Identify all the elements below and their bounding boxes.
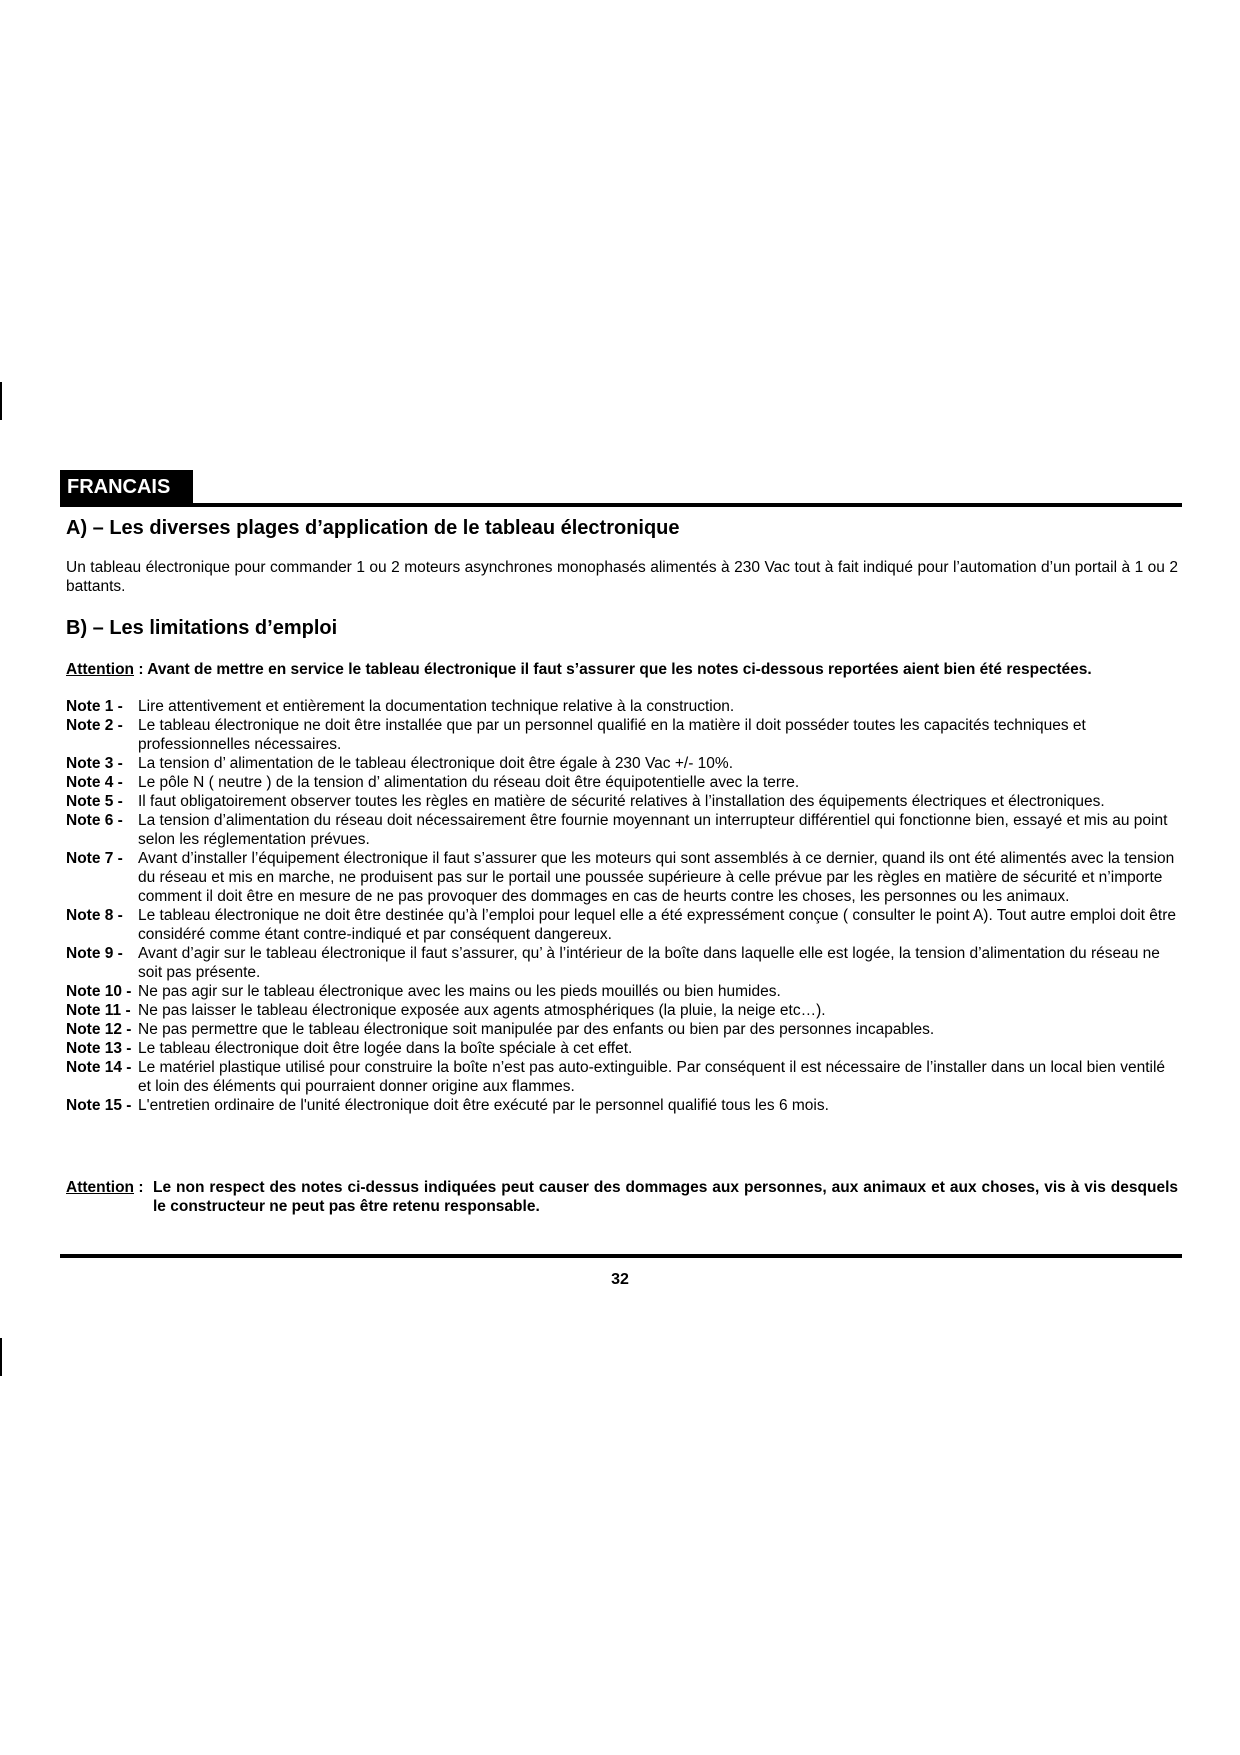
note-label: Note 15 - [66, 1097, 132, 1114]
note-label: Note 6 - [66, 812, 123, 829]
note-text: Ne pas agir sur le tableau électronique avec les mains ou les pieds mouillés ou bien humides. [138, 983, 781, 1000]
final-attention-label: Attention [66, 1179, 135, 1196]
note-label: Note 12 - [66, 1021, 132, 1038]
note-label: Note 1 - [66, 698, 123, 715]
note-text: Il faut obligatoirement observer toutes les règles en matière de sécurité relatives à l’installation des équipements électriques et électroniques. [138, 793, 1105, 810]
note-item [66, 1058, 1178, 1096]
note-item [66, 1001, 1178, 1020]
note-item [66, 906, 1178, 944]
note-text: Le tableau électronique doit être logée dans la boîte spéciale à cet effet. [138, 1040, 633, 1057]
note-item [66, 849, 1178, 906]
note-text: Le tableau électronique ne doit être installée que par un personnel qualifié en la matière il doit posséder toutes les capacités techniques et professionnelles nécessaires. [138, 717, 1086, 753]
note-item [66, 716, 1178, 754]
note-text: Avant d’agir sur le tableau électronique il faut s’assurer, qu’ à l’intérieur de la boîte dans laquelle elle est logée, la tension d’alimentation du réseau ne soit pas présente. [138, 945, 1160, 981]
final-attention-notice [66, 1178, 1178, 1216]
margin-mark-bottom [0, 1338, 2, 1376]
note-text: Le matériel plastique utilisé pour construire la boîte n’est pas auto-extinguible. Par conséquent il est nécessaire de l’installer dans un local bien ventilé et loin des éléments qui pourraient donner origine aux flammes. [138, 1059, 1166, 1095]
note-item [66, 754, 1178, 773]
note-item [66, 773, 1178, 792]
note-text: L'entretien ordinaire de l'unité électronique doit être exécuté par le personnel qualifié tous les 6 mois. [138, 1097, 829, 1114]
note-label: Note 8 - [66, 907, 123, 924]
note-text: Le pôle N ( neutre ) de la tension d’ alimentation du réseau doit être équipotentielle avec la terre. [138, 774, 800, 791]
note-text: Ne pas laisser le tableau électronique exposée aux agents atmosphériques (la pluie, la neige etc…). [138, 1002, 826, 1019]
attention-label: Attention [66, 661, 135, 678]
note-item [66, 1096, 1178, 1115]
footer-rule [60, 1254, 1182, 1258]
note-label: Note 11 - [66, 1002, 131, 1019]
language-tab: FRANCAIS [60, 470, 193, 504]
margin-mark-top [0, 382, 2, 420]
note-label: Note 14 - [66, 1059, 132, 1076]
note-item [66, 792, 1178, 811]
note-item [66, 1020, 1178, 1039]
notes-list [66, 697, 1178, 1115]
note-text: Ne pas permettre que le tableau électronique soit manipulée par des enfants ou bien par des personnes incapables. [138, 1021, 935, 1038]
note-label: Note 3 - [66, 755, 123, 772]
final-attention-label-wrap: Attention : [66, 1179, 144, 1196]
note-item [66, 944, 1178, 982]
section-a-text: Un tableau électronique pour commander 1 ou 2 moteurs asynchrones monophasés alimentés à 230 Vac tout à fait indiqué pour l’automation d’un portail à 1 ou 2 battants. [66, 559, 1178, 595]
note-text: Lire attentivement et entièrement la documentation technique relative à la construction. [138, 698, 735, 715]
final-attention-text: Le non respect des notes ci-dessus indiquées peut causer des dommages aux personnes, aux animaux et aux choses, vis à vis desquels le constructeur ne peut pas être retenu responsable. [153, 1179, 1178, 1215]
note-label: Note 7 - [66, 850, 123, 867]
note-item [66, 1039, 1178, 1058]
section-a-heading: A) – Les diverses plages d’application de le tableau électronique [66, 517, 680, 539]
note-label: Note 4 - [66, 774, 123, 791]
note-item [66, 697, 1178, 716]
note-label: Note 13 - [66, 1040, 132, 1057]
header-rule [60, 503, 1182, 507]
page-number: 32 [611, 1271, 629, 1288]
note-text: La tension d’alimentation du réseau doit nécessairement être fournie moyennant un interrupteur différentiel qui fonctionne bien, essayé et mis au point selon les réglementation prévues. [138, 812, 1168, 848]
note-label: Note 2 - [66, 717, 123, 734]
note-text: Le tableau électronique ne doit être destinée qu’à l’emploi pour lequel elle a été expressément conçue ( consulter le point A). Tout autre emploi doit être considéré comme étant contre-indiqué et par conséquent dangereux. [138, 907, 1177, 943]
note-label: Note 9 - [66, 945, 123, 962]
note-label: Note 10 - [66, 983, 132, 1000]
attention-notice [66, 660, 1178, 679]
attention-text: : Avant de mettre en service le tableau électronique il faut s’assurer que les notes ci-dessous reportées aient bien été respectées. [134, 661, 1092, 678]
note-text: La tension d’ alimentation de le tableau électronique doit être égale à 230 Vac +/- 10%. [138, 755, 734, 772]
section-b-heading: B) – Les limitations d’emploi [66, 617, 338, 639]
note-item [66, 982, 1178, 1001]
note-item [66, 811, 1178, 849]
note-label: Note 5 - [66, 793, 123, 810]
note-text: Avant d’installer l’équipement électronique il faut s’assurer que les moteurs qui sont assemblés à ce dernier, quand ils ont été alimentés avec la tension du réseau et mis en marche, ne produisent pas sur le portail une poussée supérieure à celle prévue par les règles en matière de sécurité et n’importe comment il doit être en mesure de ne pas provoquer des dommages en cas de heurts contre les choses, les personnes ou les animaux. [138, 850, 1175, 905]
